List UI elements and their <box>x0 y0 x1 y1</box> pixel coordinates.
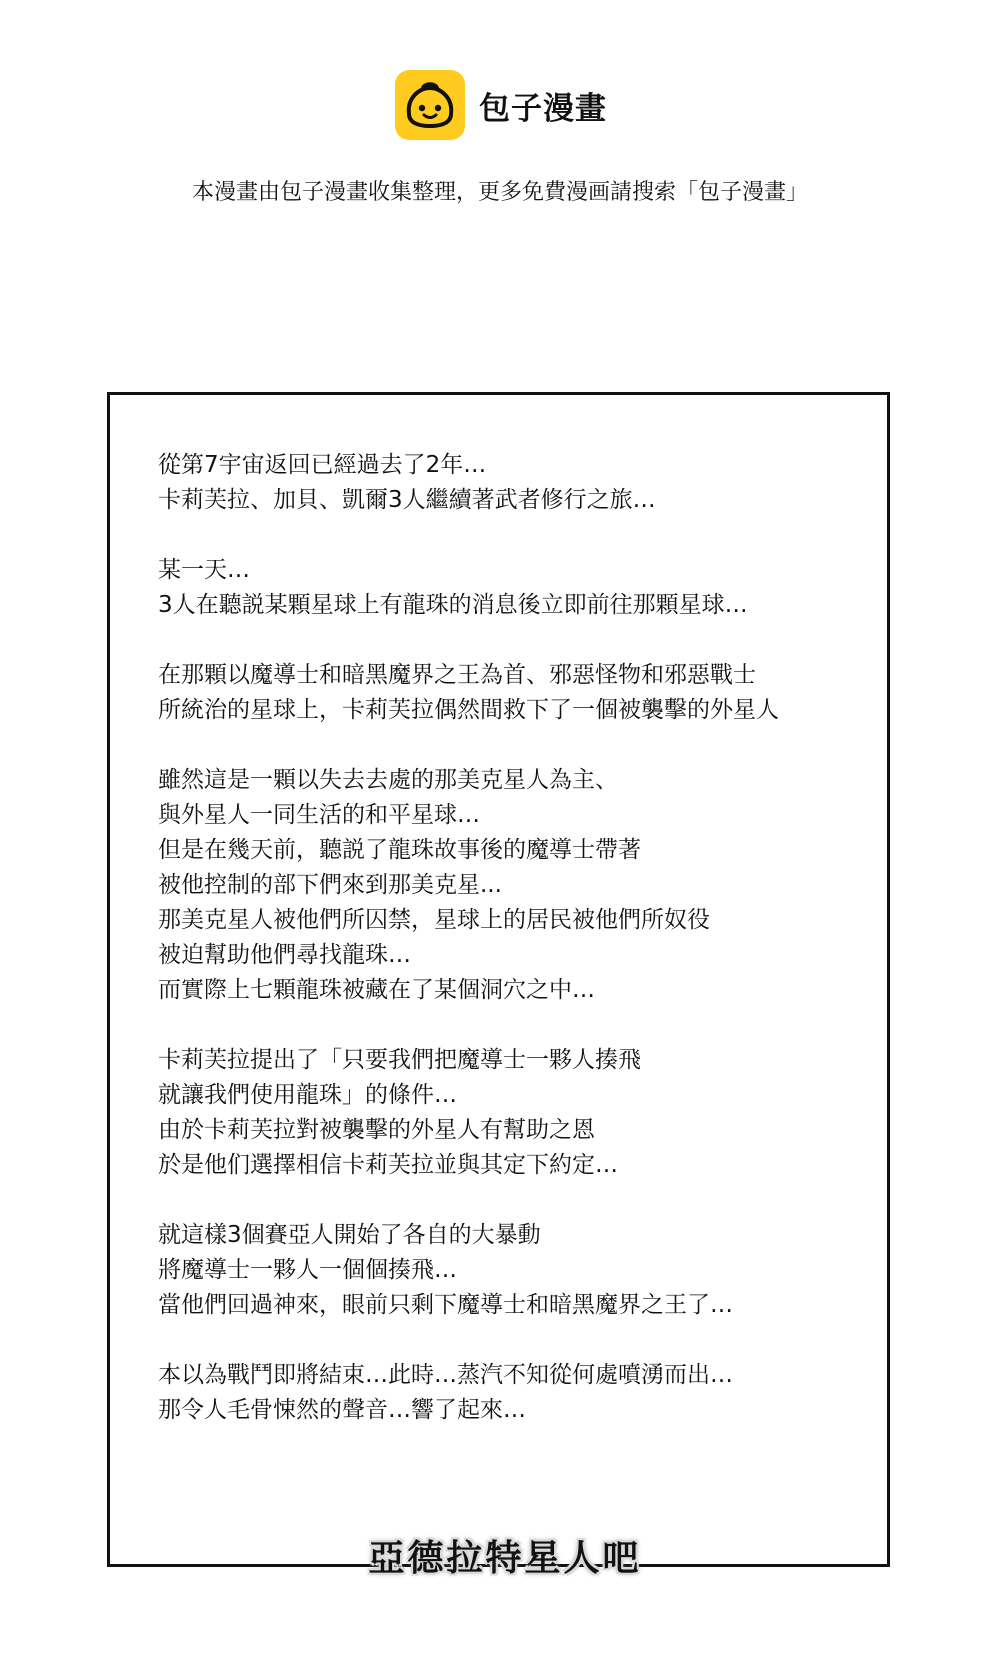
story-line: 與外星人一同生活的和平星球… <box>158 802 480 828</box>
story-line: 卡莉芙拉、加貝、凱爾3人繼續著武者修行之旅… <box>158 487 656 513</box>
story-panel <box>107 392 890 1579</box>
bun-face-icon <box>395 70 465 140</box>
story-line: 將魔導士一夥人一個個揍飛… <box>158 1257 457 1283</box>
story-paragraph-5 <box>158 1043 858 1183</box>
story-paragraph-3 <box>158 658 858 728</box>
story-paragraph-7 <box>158 1358 858 1428</box>
story-line: 卡莉芙拉提出了「只要我們把魔導士一夥人揍飛 <box>158 1047 641 1073</box>
story-line: 被迫幫助他們尋找龍珠… <box>158 942 411 968</box>
story-line: 本以為戰鬥即將結束…此時…蒸汽不知從何處噴湧而出… <box>158 1362 733 1388</box>
source-notice: 本漫畫由包子漫畫收集整理，更多免費漫画請搜索「包子漫畫」 <box>191 180 808 205</box>
story-line: 於是他们選擇相信卡莉芙拉並與其定下約定… <box>158 1152 618 1178</box>
story-line: 但是在幾天前，聽説了龍珠故事後的魔導士帶著 <box>158 837 641 863</box>
credit-text: 亞德拉特星人吧 <box>368 1537 642 1579</box>
story-line: 就這樣3個賽亞人開始了各自的大暴動 <box>158 1222 541 1248</box>
story-line: 某一天… <box>158 557 250 583</box>
story-line: 被他控制的部下們來到那美克星... <box>158 872 502 898</box>
translator-credit <box>345 1530 665 1581</box>
story-paragraph-6 <box>158 1218 858 1323</box>
brand-name: 包子漫畫 <box>479 90 607 127</box>
story-line: 所統治的星球上，卡莉芙拉偶然間救下了一個被襲擊的外星人 <box>158 697 779 723</box>
story-text <box>158 448 858 1463</box>
story-line: 雖然這是一顆以失去去處的那美克星人為主、 <box>158 767 618 793</box>
story-line: 由於卡莉芙拉對被襲擊的外星人有幫助之恩 <box>158 1117 595 1143</box>
brand[interactable] <box>395 70 607 140</box>
story-line: 那令人毛骨悚然的聲音…響了起來… <box>158 1397 526 1423</box>
site-header <box>0 70 1000 140</box>
story-line: 3人在聽説某顆星球上有龍珠的消息後立即前往那顆星球… <box>158 592 748 618</box>
story-paragraph-1 <box>158 448 858 518</box>
story-line: 就讓我們使用龍珠」的條件… <box>158 1082 457 1108</box>
story-line: 在那顆以魔導士和暗黑魔界之王為首、邪惡怪物和邪惡戰士 <box>158 662 756 688</box>
story-line: 從第7宇宙返回已經過去了2年… <box>158 452 487 478</box>
story-line: 那美克星人被他們所囚禁，星球上的居民被他們所奴役 <box>158 907 710 933</box>
story-paragraph-2 <box>158 553 858 623</box>
story-line: 而實際上七顆龍珠被藏在了某個洞穴之中… <box>158 977 595 1003</box>
story-paragraph-4 <box>158 763 858 1008</box>
story-line: 當他們回過神來，眼前只剩下魔導士和暗黑魔界之王了… <box>158 1292 733 1318</box>
